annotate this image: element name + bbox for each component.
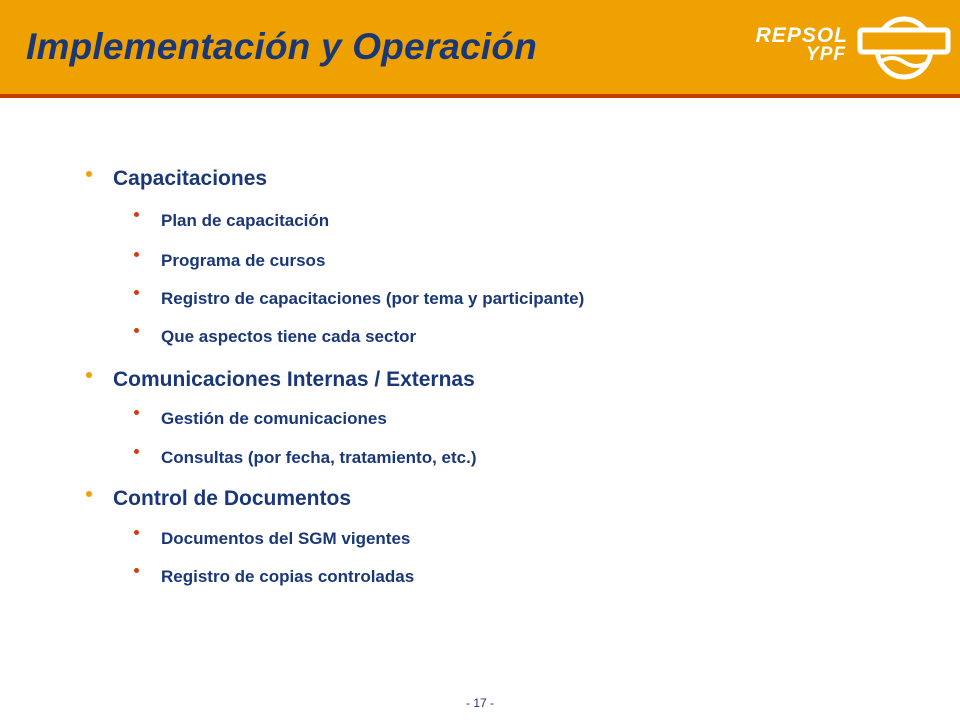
bullet-icon — [86, 171, 92, 177]
list-item: Consultas (por fecha, tratamiento, etc.) — [161, 448, 477, 467]
section-heading: Capacitaciones — [113, 167, 268, 190]
bullet-icon — [86, 372, 92, 378]
logo-brand-line2: YPF — [806, 44, 846, 65]
bullet-icon — [134, 212, 139, 217]
bullet-icon — [134, 290, 139, 295]
section-heading: Comunicaciones Internas / Externas — [113, 368, 475, 391]
slide-title: Implementación y Operación — [26, 26, 538, 67]
logo-brand-line1: REPSOL — [755, 24, 848, 47]
list-item: Que aspectos tiene cada sector — [161, 327, 417, 346]
bullet-icon — [134, 328, 139, 333]
list-item: Plan de capacitación — [161, 211, 330, 230]
bullet-icon — [134, 530, 139, 535]
list-item: Registro de copias controladas — [161, 567, 415, 586]
list-item: Programa de cursos — [161, 251, 326, 270]
bullet-icon — [134, 449, 139, 454]
list-item: Gestión de comunicaciones — [161, 409, 387, 428]
page-number: - 17 - — [465, 696, 494, 710]
list-item: Registro de capacitaciones (por tema y participante) — [161, 289, 585, 308]
bullet-icon — [134, 568, 139, 573]
list-item: Documentos del SGM vigentes — [161, 529, 411, 548]
section-heading: Control de Documentos — [113, 487, 352, 510]
bullet-icon — [86, 491, 92, 497]
bullet-icon — [134, 252, 139, 257]
bullet-icon — [134, 410, 139, 415]
